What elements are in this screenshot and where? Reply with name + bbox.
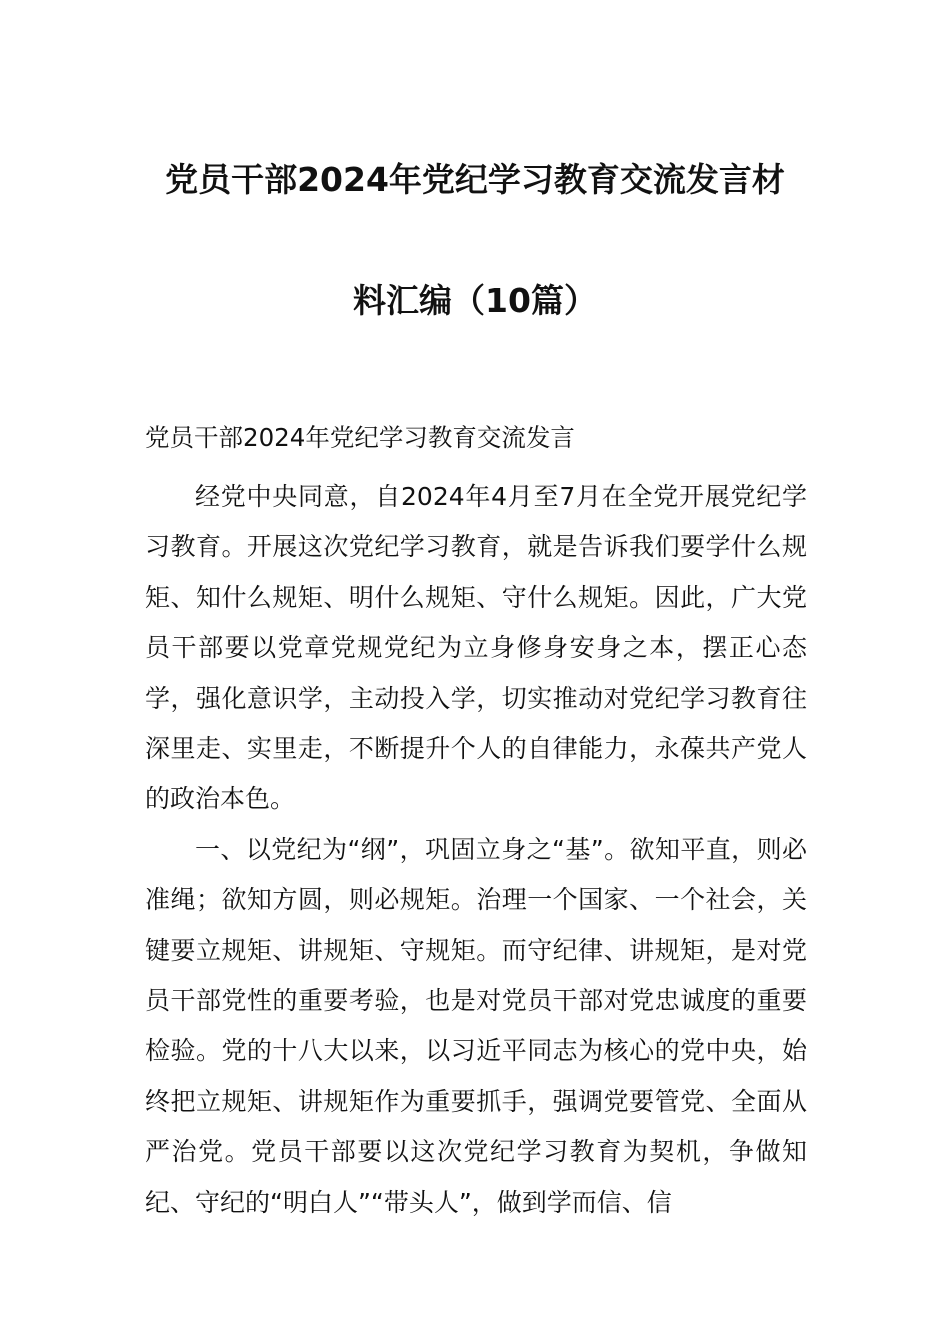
article-heading: 党员干部2024年党纪学习教育交流发言 [145,423,575,452]
document-title-line-1: 党员干部2024年党纪学习教育交流发言材 [165,160,785,199]
document-title-line-2: 料汇编（10篇） [353,281,597,320]
paragraph-section-one: 一、以党纪为“纲”，巩固立身之“基”。欲知平直，则必准绳；欲知方圆，则必规矩。治理一个国家、一个社会，关键要立规矩、讲规矩、守规矩。而守纪律、讲规矩，是对党员干部党性的重要考验，也是对党员干部对党忠诚度的重要检验。党的十八大以来，以习近平同志为核心的党中央，始终把立规矩、讲规矩作为重要抓手，强调党要管党、全面从严治党。党员干部要以这次党纪学习教育为契机，争做知纪、守纪的“明白人”“带头人”，做到学而信、信 [145,834,807,1217]
paragraph-intro: 经党中央同意，自2024年4月至7月在全党开展党纪学习教育。开展这次党纪学习教育，就是告诉我们要学什么规矩、知什么规矩、明什么规矩、守什么规矩。因此，广大党员干部要以党章党规党纪为立身修身安身之本，摆正心态学，强化意识学，主动投入学，切实推动对党纪学习教育往深里走、实里走，不断提升个人的自律能力，永葆共产党人的政治本色。 [145,482,807,814]
article-body [145,472,807,1228]
